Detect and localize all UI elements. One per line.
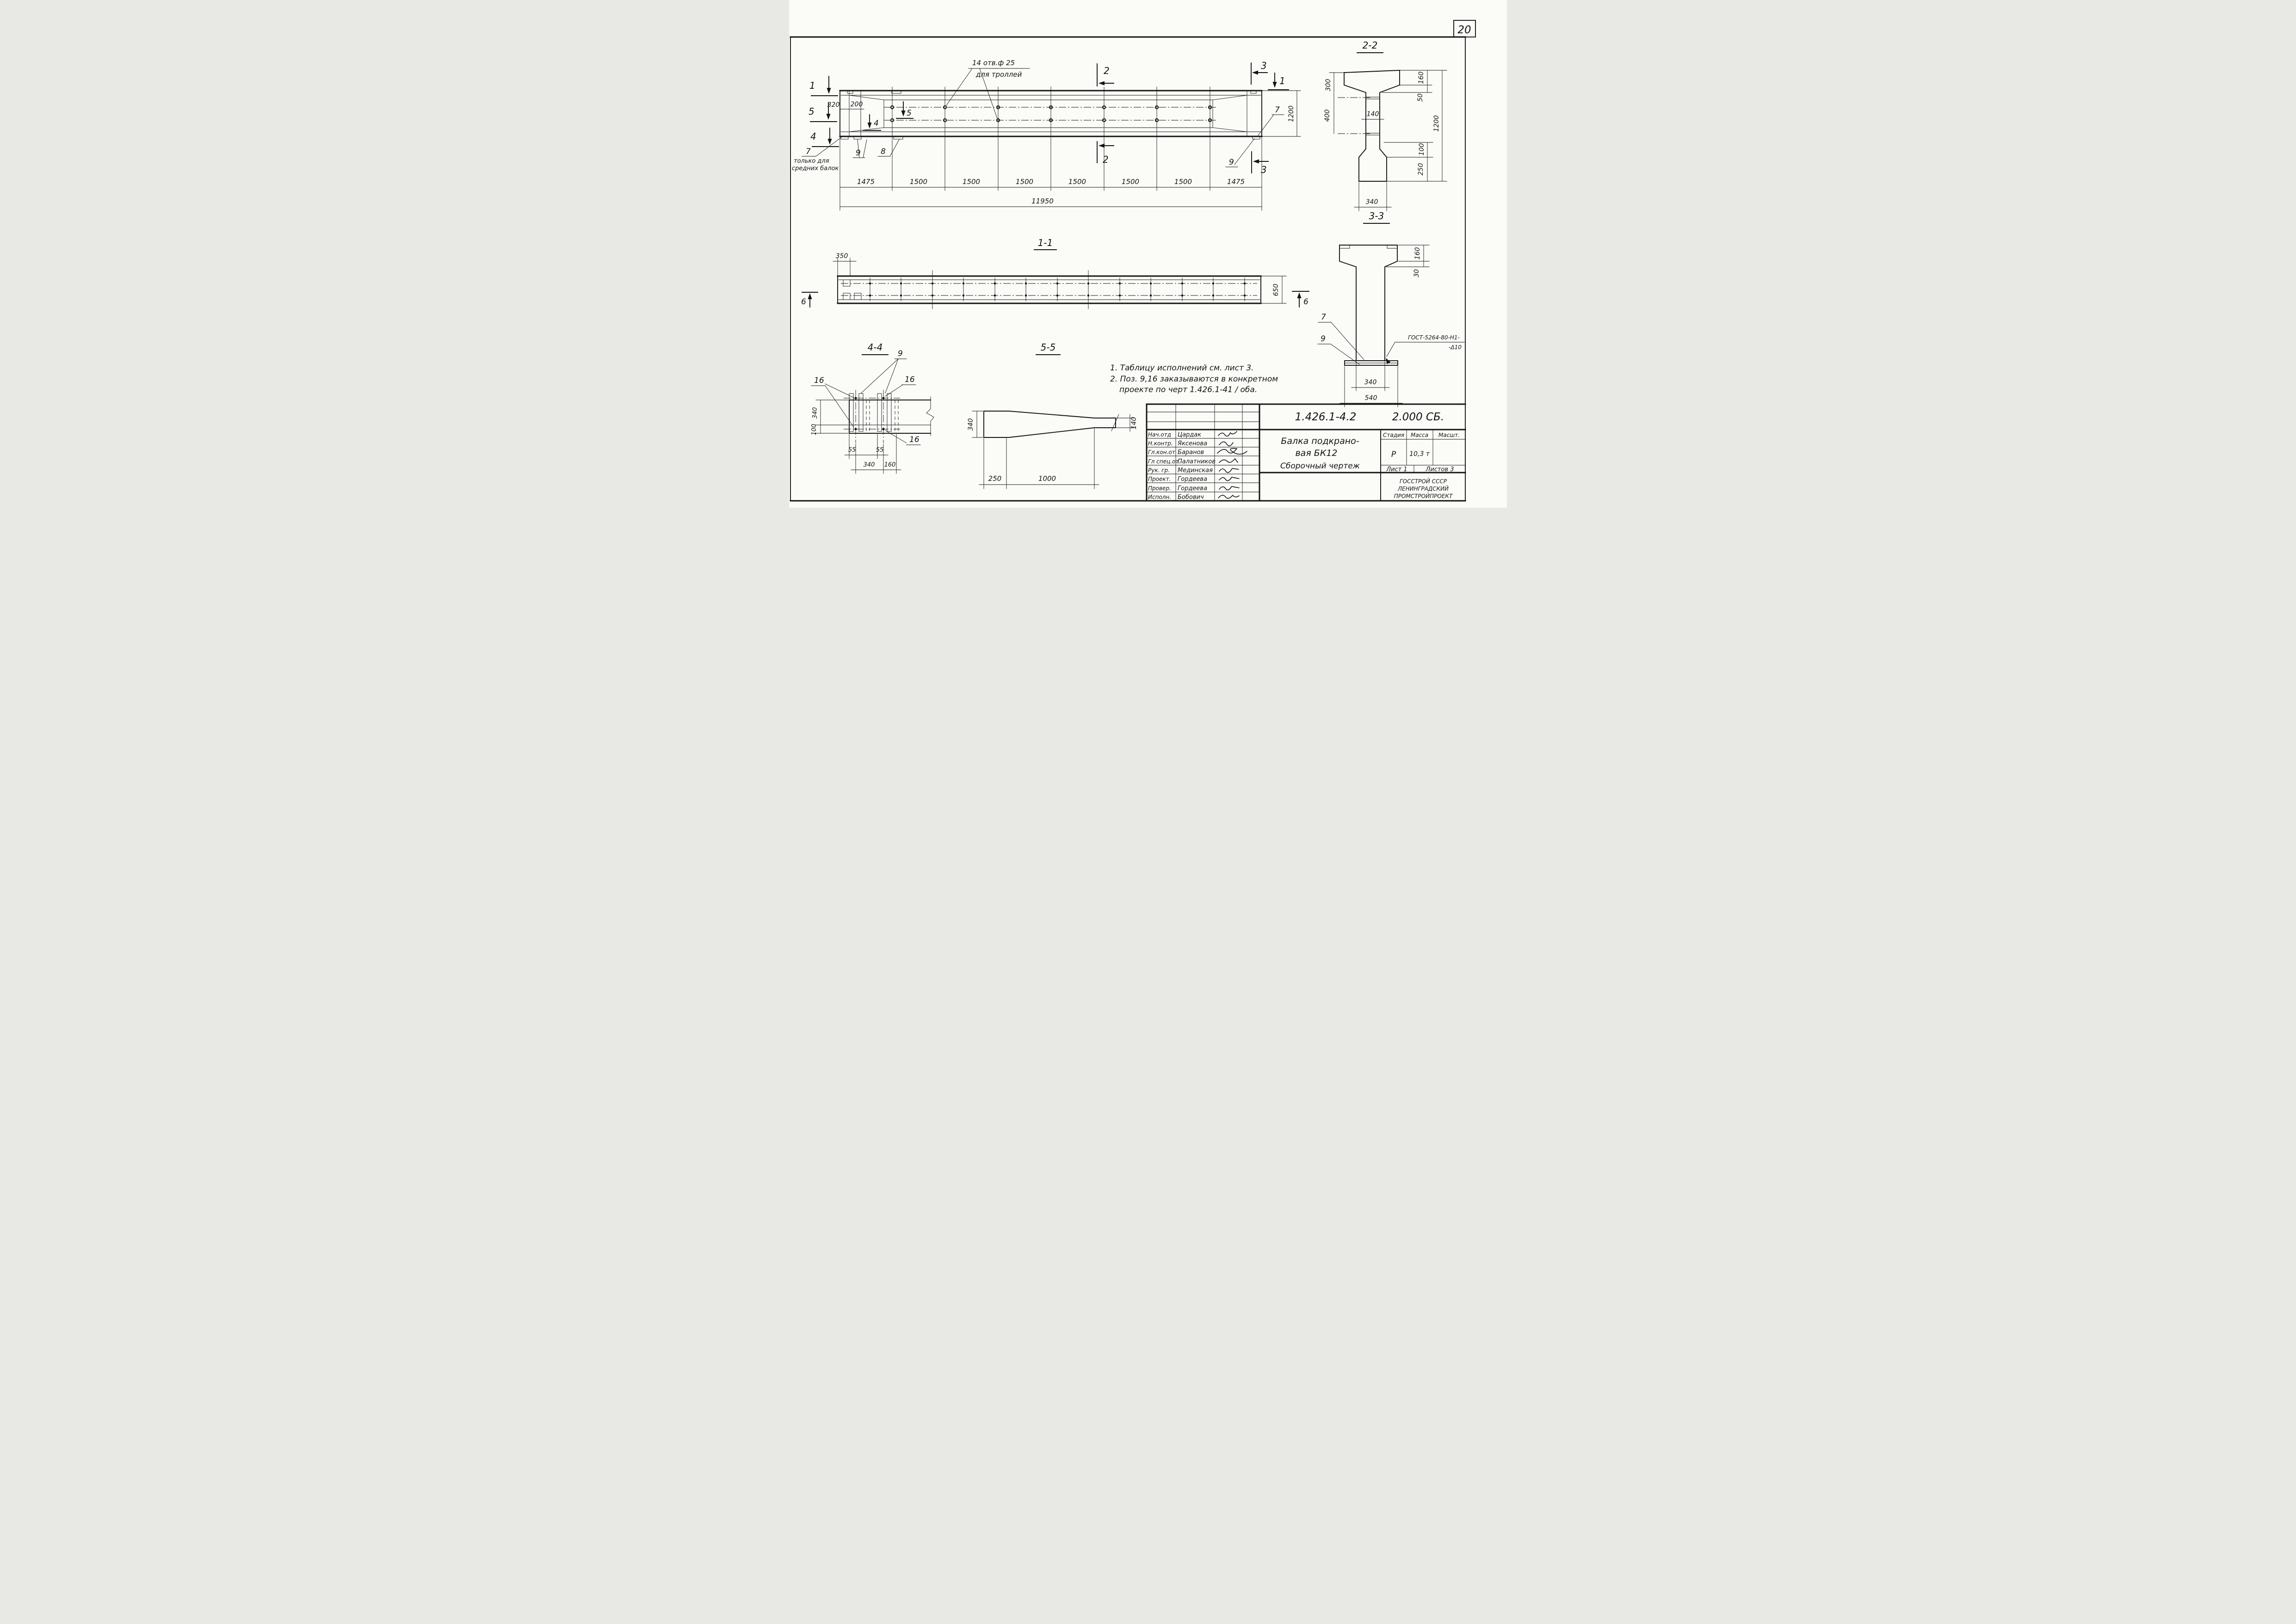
svg-text:16: 16 — [905, 375, 915, 384]
note-line-3: проекте по черт 1.426.1-41 / обa. — [1119, 385, 1258, 394]
dim-140: 140 — [1366, 111, 1379, 118]
row-name: Гордеева — [1178, 476, 1208, 483]
section-4-4 — [811, 342, 934, 474]
svg-text:7: 7 — [806, 147, 811, 156]
svg-text:3: 3 — [1261, 60, 1267, 71]
svg-text:1500: 1500 — [1174, 178, 1192, 186]
section-1-1-title: 1-1 — [1037, 237, 1053, 248]
holes-label-line1: 14 отв.ф 25 — [972, 59, 1015, 67]
callout-9-left — [853, 140, 867, 158]
drawing-title-2: вая БК12 — [1295, 448, 1338, 458]
svg-text:1475: 1475 — [1227, 178, 1245, 186]
drawing-title-3: Сборочный чертеж — [1280, 461, 1360, 471]
callout-7-note-2: средних балок — [792, 165, 839, 172]
title-block — [1147, 404, 1465, 501]
svg-text:9: 9 — [856, 148, 861, 158]
holes-label-line2: для троллей — [976, 70, 1022, 79]
svg-text:6: 6 — [1303, 297, 1308, 307]
weld-note — [1384, 334, 1464, 364]
svg-text:8: 8 — [881, 147, 886, 156]
svg-text:5: 5 — [907, 109, 912, 118]
svg-text:1: 1 — [1279, 75, 1285, 86]
row-role: Провер. — [1148, 485, 1171, 492]
callout-16-right — [885, 375, 916, 396]
svg-text:16: 16 — [814, 376, 824, 385]
dim-350: 350 — [835, 252, 848, 260]
dim-340-s22: 340 — [1365, 198, 1378, 206]
section-3-3 — [1318, 210, 1464, 407]
svg-text:1: 1 — [809, 80, 815, 91]
row-name: Баранов — [1178, 449, 1204, 456]
callout-7-note-1: только для — [794, 158, 829, 165]
callout-9-s44 — [861, 349, 907, 393]
svg-text:1475: 1475 — [857, 178, 875, 186]
dim-55-b: 55 — [876, 447, 884, 454]
section-5-5-title: 5-5 — [1040, 342, 1056, 353]
section-mark-3-bottom — [1252, 152, 1268, 175]
row-name: Яксенова — [1178, 440, 1208, 447]
titleblock-rows — [1148, 431, 1216, 501]
col-stage: Стадия — [1383, 432, 1405, 438]
dim-250: 250 — [1417, 163, 1425, 176]
dim-160-s22: 160 — [1418, 71, 1425, 84]
section-mark-2-bottom — [1097, 141, 1114, 165]
svg-text:-Δ10: -Δ10 — [1449, 344, 1462, 351]
row-name: Мединская — [1178, 467, 1213, 474]
dim-340-s33: 340 — [1364, 379, 1377, 386]
stage-value: Р — [1391, 450, 1396, 459]
svg-text:16: 16 — [909, 435, 920, 444]
row-role: Проект. — [1148, 476, 1171, 482]
dim-340-s55: 340 — [967, 418, 975, 431]
row-role: Гл спец.от. — [1148, 458, 1181, 465]
dim-50: 50 — [1417, 93, 1424, 102]
svg-text:6: 6 — [801, 297, 806, 307]
sheets-label: Листов 3 — [1426, 466, 1454, 473]
callout-7-left — [792, 137, 841, 172]
sheet-label: Лист 1 — [1386, 466, 1407, 473]
svg-text:ГОСТ-5264-80-Н1-: ГОСТ-5264-80-Н1- — [1408, 334, 1460, 341]
dim-total: 11950 — [1031, 197, 1054, 205]
mass-value: 10,3 т — [1409, 450, 1430, 458]
svg-text:5: 5 — [809, 106, 815, 117]
row-role: Нач.отд — [1148, 431, 1171, 438]
doc-code: 2.000 СБ. — [1392, 411, 1444, 423]
dim-160-s33: 160 — [1414, 247, 1421, 260]
svg-text:9: 9 — [1321, 334, 1326, 344]
section-2-2 — [1324, 40, 1447, 211]
svg-text:1500: 1500 — [1068, 178, 1086, 186]
drawing-canvas — [789, 0, 1507, 508]
row-role: Н.контр. — [1148, 440, 1173, 447]
svg-text:1500: 1500 — [962, 178, 981, 186]
org-line-3: ПРОМСТРОЙПРОЕКТ — [1394, 493, 1453, 499]
row-name: Цардак — [1178, 431, 1202, 438]
trolley-holes — [891, 87, 1211, 191]
dim-1200-elevation: 1200 — [1288, 105, 1295, 122]
org-line-2: ЛЕНИНГРАДСКИЙ — [1398, 486, 1449, 492]
dim-1200-s22: 1200 — [1433, 115, 1440, 132]
section-4-4-title: 4-4 — [867, 342, 883, 353]
dim-250-s55: 250 — [988, 474, 1002, 483]
svg-text:2: 2 — [1103, 154, 1109, 165]
col-scale: Масшт. — [1438, 432, 1460, 438]
dim-100-s22: 100 — [1418, 143, 1426, 156]
svg-text:9: 9 — [1229, 158, 1234, 167]
row-name: Бобович — [1178, 494, 1204, 501]
section-mark-6-right — [1292, 291, 1309, 307]
dim-1000-s55: 1000 — [1038, 474, 1056, 483]
dim-650: 650 — [1272, 283, 1280, 296]
section-mark-1-top — [1268, 73, 1289, 90]
row-name: Палатников — [1178, 458, 1216, 465]
drawing-title-1: Балка подкрано- — [1281, 436, 1359, 446]
org-line-1: ГОССТРОЙ СССР — [1399, 478, 1447, 485]
sheet-number: 20 — [1457, 24, 1471, 36]
svg-text:4: 4 — [874, 119, 879, 128]
dim-340h-s44: 340 — [863, 461, 875, 468]
note-line-1: 1. Таблицу исполнений см. лист 3. — [1110, 363, 1254, 373]
section-mark-2-top — [1097, 64, 1114, 86]
dim-100-s44: 100 — [811, 424, 818, 436]
section-mark-3-top — [1251, 60, 1267, 84]
svg-text:4: 4 — [810, 131, 816, 142]
note-line-2: 2. Поз. 9,16 заказываются в конкретном — [1110, 375, 1278, 384]
section-3-3-title: 3-3 — [1369, 210, 1384, 221]
callout-9-s33 — [1318, 334, 1359, 364]
dim-340v-s44: 340 — [812, 407, 819, 419]
row-name: Гордеева — [1178, 485, 1208, 492]
svg-text:2: 2 — [1104, 65, 1110, 76]
callout-16-bottom — [885, 431, 920, 445]
dim-55-a: 55 — [848, 447, 856, 454]
doc-number: 1.426.1-4.2 — [1295, 411, 1357, 423]
svg-text:1500: 1500 — [1121, 178, 1140, 186]
section-mark-5-internal — [896, 102, 913, 118]
section-2-2-title: 2-2 — [1362, 40, 1378, 51]
svg-text:7: 7 — [1275, 105, 1280, 115]
dim-160-s44: 160 — [884, 461, 896, 468]
row-role: Исполн. — [1148, 494, 1172, 500]
svg-text:3: 3 — [1261, 164, 1267, 175]
notes — [1110, 363, 1278, 394]
section-1-1 — [801, 237, 1309, 309]
row-role: Гл.кон.от. — [1148, 449, 1177, 455]
dim-400: 400 — [1324, 109, 1331, 122]
section-mark-6-left — [801, 292, 818, 307]
section-mark-4-internal — [863, 115, 881, 130]
svg-text:1500: 1500 — [909, 178, 928, 186]
dim-540: 540 — [1364, 394, 1377, 402]
callout-16-left — [811, 376, 854, 427]
row-role: Рук. гр. — [1148, 467, 1170, 474]
dim-320: 320 — [827, 101, 840, 109]
svg-text:1500: 1500 — [1015, 178, 1034, 186]
callout-8 — [878, 140, 899, 156]
svg-text:7: 7 — [1321, 313, 1326, 322]
dim-30: 30 — [1413, 269, 1420, 277]
svg-text:9: 9 — [898, 349, 903, 358]
section-mark-4 — [810, 128, 839, 147]
callout-9-right — [1226, 139, 1254, 167]
drawing-sheet — [789, 0, 1507, 508]
dim-200: 200 — [850, 101, 863, 108]
col-mass: Масса — [1410, 432, 1429, 438]
dim-140-s55: 140 — [1130, 417, 1138, 430]
section-mark-1 — [809, 76, 838, 96]
elevation-view — [792, 59, 1301, 210]
dim-300: 300 — [1325, 79, 1332, 92]
